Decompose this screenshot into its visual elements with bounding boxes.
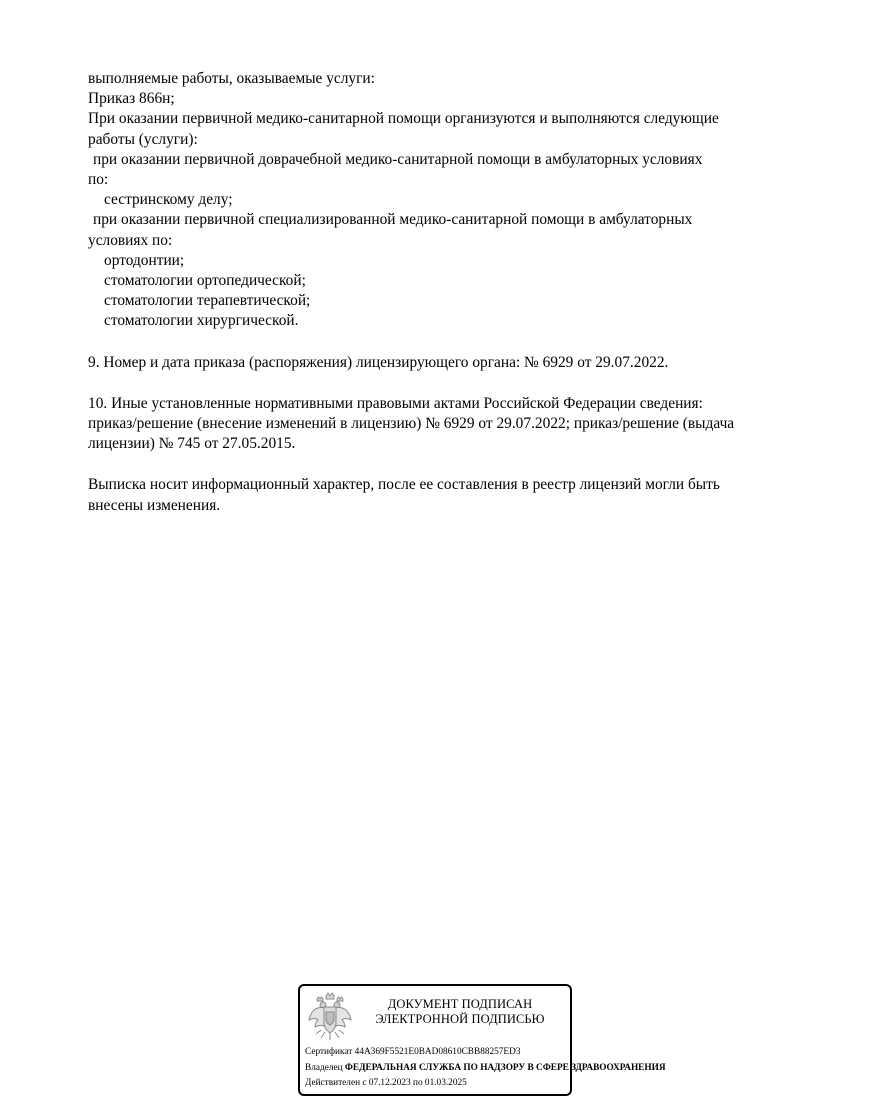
section-9-order-number: 9. Номер и дата приказа (распоряжения) лицензирующего органа: № 6929 от 29.07.2022.	[88, 353, 669, 371]
owner-label: Владелец	[305, 1063, 343, 1073]
text-line-order: Приказ 866н;	[88, 90, 175, 108]
stamp-title-line-1: ДОКУМЕНТ ПОДПИСАН	[387, 997, 533, 1011]
list-item-surgical-dentistry: стоматологии хирургической.	[104, 312, 299, 330]
owner-row	[305, 1063, 666, 1074]
text-line-primary-care: При оказании первичной медико-санитарной помощи организуются и выполняются следующие	[88, 110, 719, 128]
stamp-title	[360, 997, 560, 1026]
disclaimer-line-1: Выписка носит информационный характер, после ее составления в реестр лицензий могли быть	[88, 476, 720, 494]
certificate-label: Сертификат	[305, 1047, 353, 1057]
text-line-works: работы (услуги):	[88, 130, 198, 148]
electronic-signature-stamp	[298, 984, 666, 1096]
spacer	[88, 373, 808, 394]
spacer	[88, 454, 808, 475]
section-10-line-3: лицензии) № 745 от 27.05.2015.	[88, 435, 296, 453]
validity-row: Действителен с 07.12.2023 по 01.03.2025	[305, 1078, 467, 1088]
text-line-services-heading: выполняемые работы, оказываемые услуги:	[88, 70, 375, 87]
section-10-line-1: 10. Иные установленные нормативными правовыми актами Российской Федерации сведения:	[88, 394, 703, 412]
text-line-conditions: условиях по:	[88, 231, 173, 249]
list-item-therapeutic-dentistry: стоматологии терапевтической;	[104, 292, 311, 310]
text-line-specialized: при оказании первичной специализированной медико-санитарной помощи в амбулаторных	[93, 211, 693, 229]
text-line-po: по:	[88, 171, 109, 189]
document-body	[88, 69, 808, 516]
spacer	[88, 332, 808, 353]
stamp-title-line-2: ЭЛЕКТРОННОЙ ПОДПИСЬЮ	[375, 1011, 545, 1026]
coat-of-arms-icon	[307, 990, 353, 1042]
owner-value: ФЕДЕРАЛЬНАЯ СЛУЖБА ПО НАДЗОРУ В СФЕРЕ ЗДРАВООХРАНЕНИЯ	[344, 1063, 666, 1073]
list-item-orthopedic-dentistry: стоматологии ортопедической;	[104, 272, 306, 290]
disclaimer-line-2: внесены изменения.	[88, 496, 221, 514]
list-item-nursing: сестринскому делу;	[104, 191, 233, 209]
list-item-orthodontics: ортодонтии;	[104, 251, 185, 269]
section-10-line-2: приказ/решение (внесение изменений в лицензию) № 6929 от 29.07.2022; приказ/решение (выдача	[88, 415, 735, 433]
text-line-prehospital: при оказании первичной доврачебной медико-санитарной помощи в амбулаторных условиях	[93, 150, 703, 168]
certificate-value: 44A369F5521E0BAD08610CBB88257ED3	[354, 1047, 521, 1057]
certificate-row	[305, 1047, 520, 1058]
